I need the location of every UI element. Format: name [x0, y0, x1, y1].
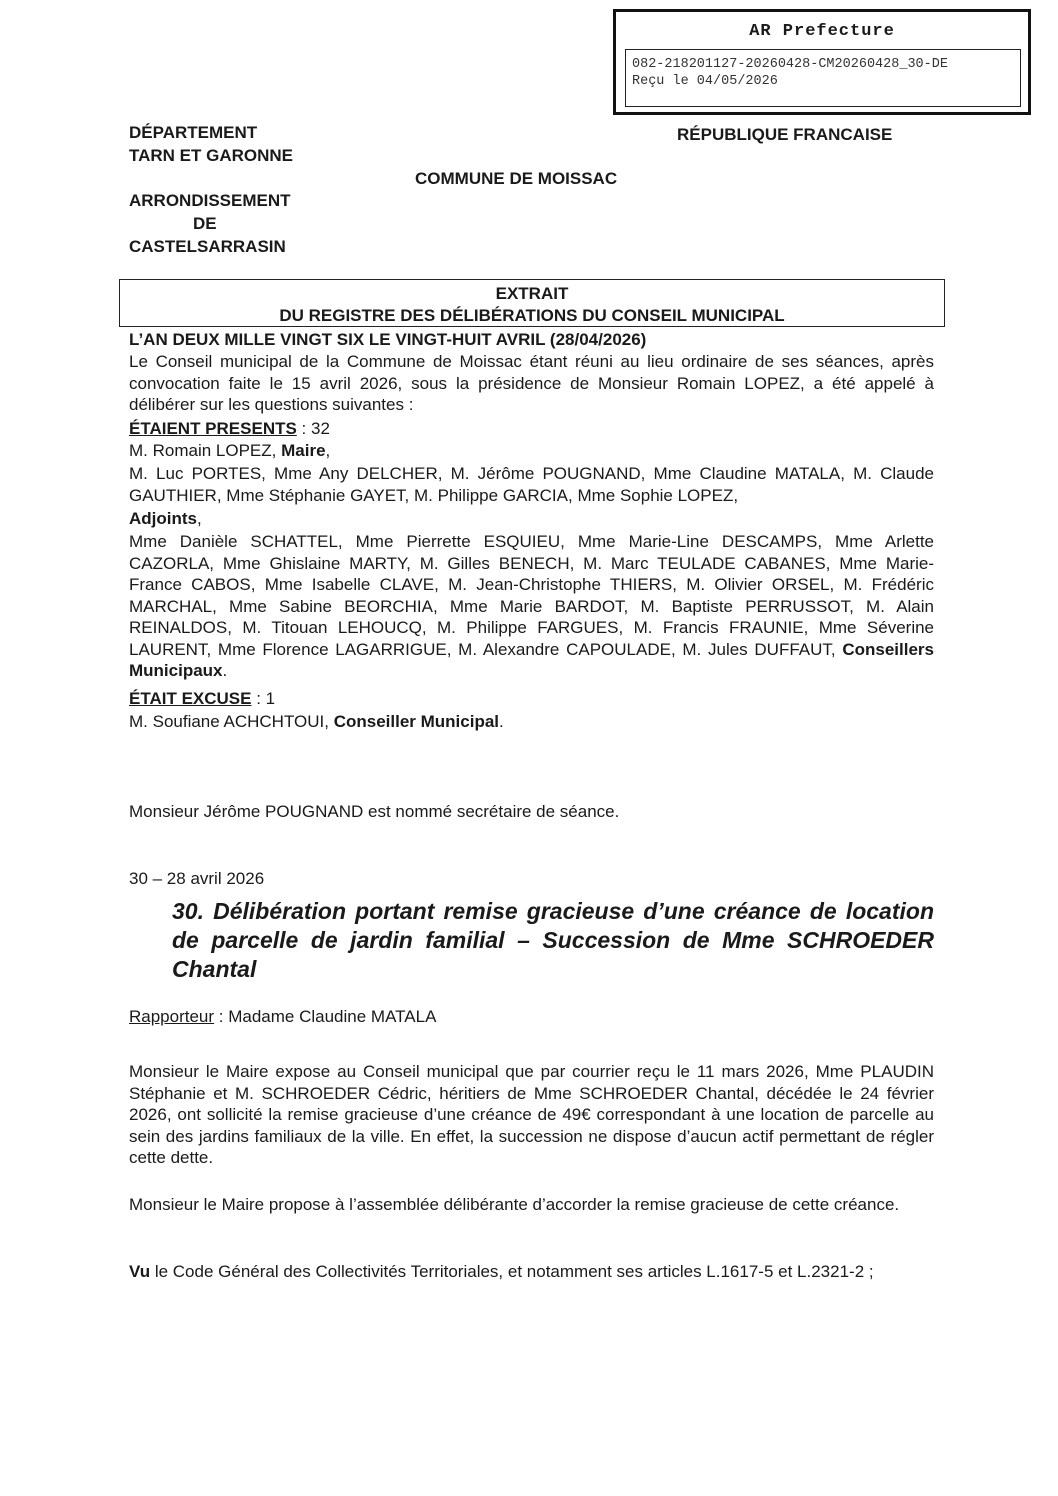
rapporteur-label: Rapporteur: [129, 1007, 215, 1026]
extract-title: EXTRAIT: [495, 284, 569, 303]
item-reference: 30 – 28 avril 2026: [129, 869, 265, 888]
rapporteur-line: [129, 1006, 436, 1028]
departement-block: [129, 121, 293, 167]
departement-label: DÉPARTEMENT: [129, 123, 258, 142]
prefecture-stamp: [613, 9, 1031, 115]
presents-count: : 32: [296, 419, 330, 438]
excuse-count: : 1: [251, 689, 276, 708]
vu-label: Vu: [129, 1262, 151, 1281]
excuse-line: [129, 688, 275, 710]
maire-line: [129, 440, 934, 462]
adjoints-role-line: [129, 508, 202, 530]
extract-subtitle: DU REGISTRE DES DÉLIBÉRATIONS DU CONSEIL MUNICIPAL: [279, 306, 785, 325]
commune-label: COMMUNE DE MOISSAC: [415, 169, 618, 188]
session-date: L’AN DEUX MILLE VINGT SIX LE VINGT-HUIT AVRIL (28/04/2026): [129, 330, 647, 349]
excuse-role: Conseiller Municipal: [333, 712, 500, 731]
arrondissement-block: [129, 189, 319, 258]
conseillers-end: .: [222, 661, 228, 680]
proposition-paragraph: Monsieur le Maire propose à l’assemblée délibérante d’accorder la remise gracieuse de cette créance.: [129, 1195, 900, 1214]
departement-name: TARN ET GARONNE: [129, 146, 294, 165]
stamp-title: AR Prefecture: [749, 22, 895, 41]
vu-paragraph: [129, 1261, 934, 1283]
conseillers-block: [129, 531, 934, 682]
maire-role: Maire: [281, 441, 326, 460]
item-title: 30. Délibération portant remise gracieuse d’une créance de location de parcelle de jardin familial – Succession de Mme SCHROEDER Chantal: [172, 898, 934, 982]
expose-paragraph: Monsieur le Maire expose au Conseil municipal que par courrier reçu le 11 mars 2026, Mme PLAUDIN Stéphanie et M. SCHROEDER Cédric, héritiers de Mme SCHROEDER Chantal, décédée le 24 février 2026, ont sollicité la remise gracieuse d’une créance de 49€ correspondant à une location de parcelle au sein des jardins familiaux de la ville. En effet, la succession ne dispose d’aucun actif permettant de régler cette dette.: [129, 1062, 934, 1167]
extract-heading-box: [119, 279, 945, 327]
stamp-details: [625, 49, 1021, 107]
presents-label: ÉTAIENT PRESENTS: [129, 419, 297, 438]
adjoints-names: M. Luc PORTES, Mme Any DELCHER, M. Jérôme POUGNAND, Mme Claudine MATALA, M. Claude GAUTHIER, Mme Stéphanie GAYET, M. Philippe GARCIA, Mme Sophie LOPEZ,: [129, 464, 934, 505]
presents-line: [129, 418, 934, 440]
secretaire-line: Monsieur Jérôme POUGNAND est nommé secrétaire de séance.: [129, 802, 620, 821]
excuse-member-line: [129, 711, 504, 733]
arrondissement-label: ARRONDISSEMENT: [129, 191, 291, 210]
arrondissement-name: CASTELSARRASIN: [129, 237, 286, 256]
session-intro: Le Conseil municipal de la Commune de Moissac étant réuni au lieu ordinaire de ses séances, après convocation faite le 15 avril 2026, sous la présidence de Monsieur Romain LOPEZ, a été appelé à délibérer sur les questions suivantes :: [129, 352, 934, 414]
maire-name: M. Romain LOPEZ,: [129, 441, 282, 460]
rapporteur-value: : Madame Claudine MATALA: [214, 1007, 437, 1026]
excuse-label: ÉTAIT EXCUSE: [129, 689, 252, 708]
adjoints-role: Adjoints: [129, 509, 197, 528]
excuse-end: .: [499, 712, 504, 731]
vu-text: le Code Général des Collectivités Territoriales, et notamment ses articles L.1617-5 et L.2321-2 ;: [150, 1262, 874, 1281]
arrondissement-de: DE: [193, 214, 217, 233]
conseillers-names: Mme Danièle SCHATTEL, Mme Pierrette ESQUIEU, Mme Marie-Line DESCAMPS, Mme Arlette CAZORLA, Mme Ghislaine MARTY, M. Gilles BENECH, M. Marc TEULADE CABANES, Mme Marie-France CABOS, Mme Isabelle CLAVE, M. Jean-Christophe THIERS, M. Olivier ORSEL, M. Frédéric MARCHAL, Mme Sabine BEORCHIA, Mme Marie BARDOT, M. Baptiste PERRUSSOT, M. Alain REINALDOS, M. Titouan LEHOUCQ, M. Philippe FARGUES, M. Francis FRAUNIE, Mme Séverine LAURENT, Mme Florence LAGARRIGUE, M. Alexandre CAPOULADE, M. Jules DUFFAUT,: [129, 532, 934, 659]
maire-end: ,: [325, 441, 331, 460]
excuse-name: M. Soufiane ACHCHTOUI,: [129, 712, 334, 731]
stamp-received-date: Reçu le 04/05/2026: [632, 74, 778, 89]
conseillers-role: Conseillers Municipaux: [129, 639, 934, 680]
adjoints-end: ,: [197, 509, 202, 528]
stamp-reference: 082-218201127-20260428-CM20260428_30-DE: [632, 57, 948, 72]
republique-label: RÉPUBLIQUE FRANCAISE: [677, 125, 893, 144]
